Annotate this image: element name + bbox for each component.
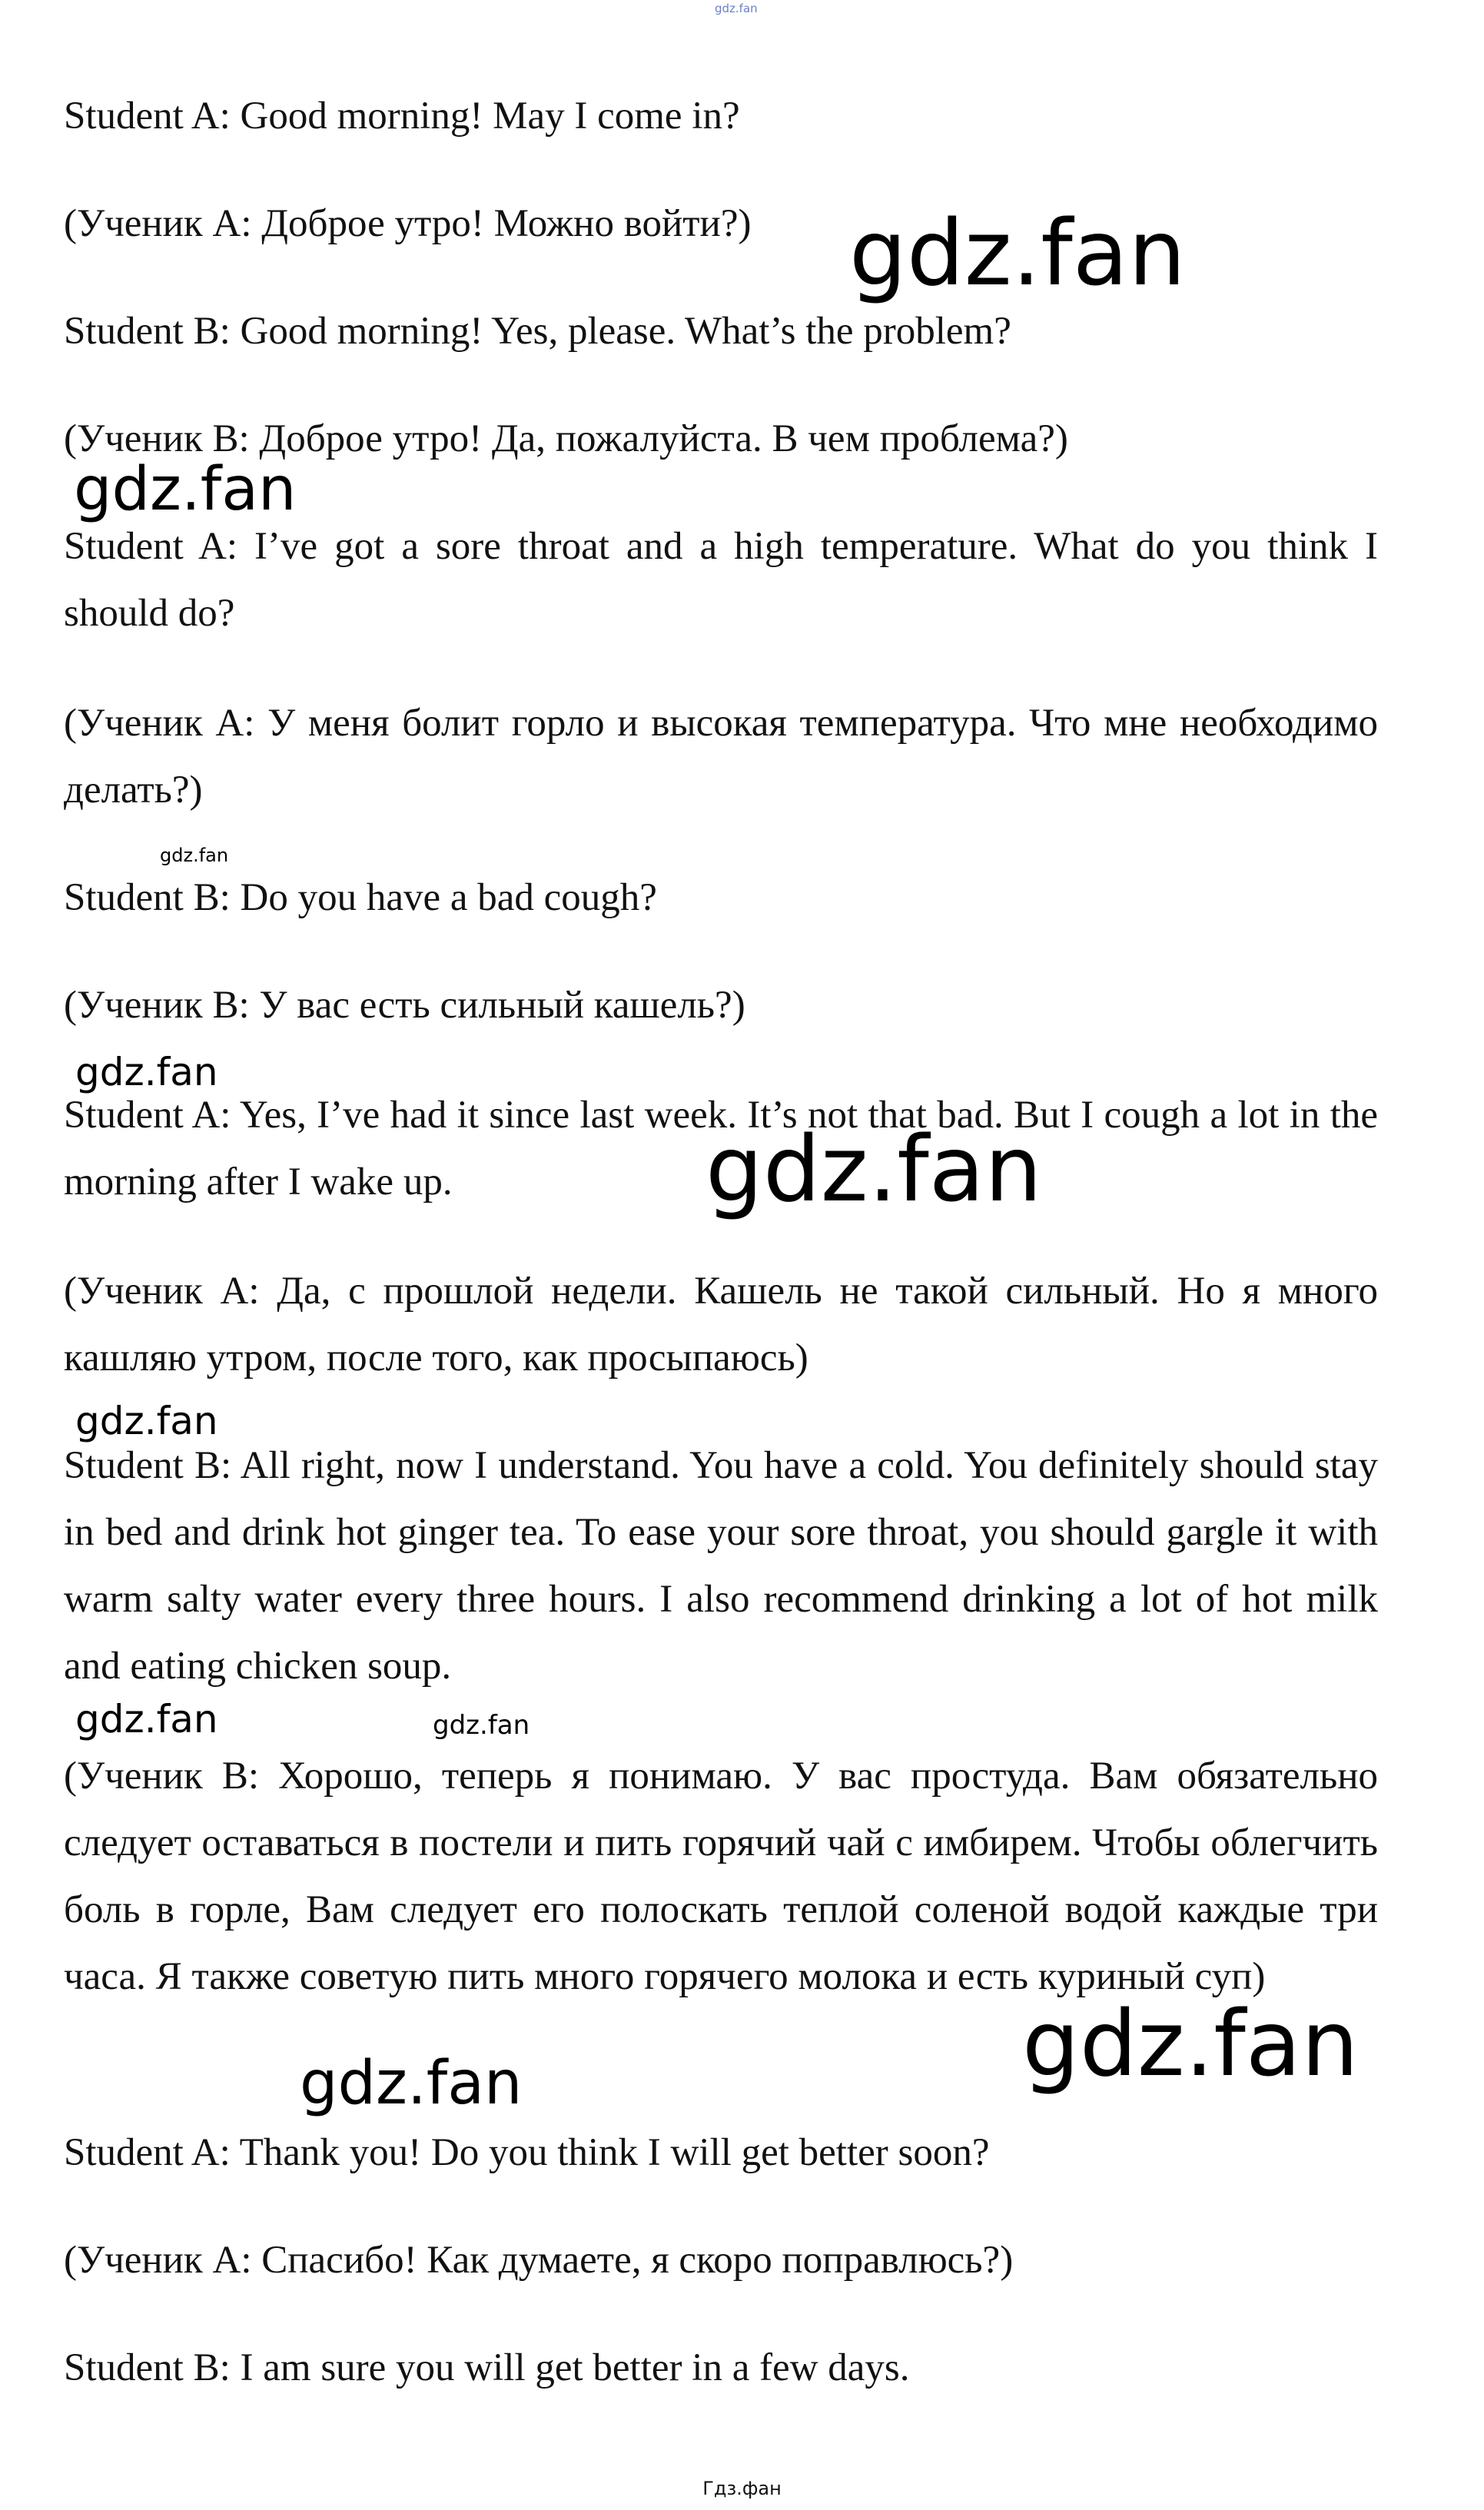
dialogue-line-student-a: Student A: I’ve got a sore throat and a high temperature. What do you think I should do? (64, 525, 1378, 635)
header-watermark: gdz.fan (715, 2, 758, 15)
dialogue-translation: (Ученик A: Спасибо! Как думаете, я скоро поправлюсь?) (64, 2239, 1014, 2282)
dialogue-translation: (Ученик B: Доброе утро! Да, пожалуйста. В чем проблема?) (64, 417, 1068, 460)
watermark: gdz.fan (849, 200, 1186, 306)
watermark: gdz.fan (75, 1399, 218, 1443)
watermark: gdz.fan (433, 1710, 530, 1741)
dialogue-line-student-b: Student B: Good morning! Yes, please. What’s the problem? (64, 310, 1011, 353)
dialogue-line-student-a: Student A: Thank you! Do you think I will get better soon? (64, 2131, 990, 2174)
dialogue-translation: (Ученик A: Доброе утро! Можно войти?) (64, 202, 752, 245)
watermark: gdz.fan (160, 845, 229, 866)
dialogue-line-student-b: Student B: Do you have a bad cough? (64, 876, 657, 919)
dialogue-translation: (Ученик A: У меня болит горло и высокая температура. Что мне необходимо делать?) (64, 702, 1378, 812)
dialogue-line-student-b: Student B: All right, now I understand. You have a cold. You definitely should stay in bed and drink hot ginger tea. To ease your sore throat, you should gargle it with warm salty water every three hours. I also recommend drinking a lot of hot milk and eating chicken soup. (64, 1444, 1378, 1688)
watermark: gdz.fan (75, 1050, 218, 1094)
watermark: gdz.fan (74, 455, 297, 524)
dialogue-line-student-b: Student B: I am sure you will get better in a few days. (64, 2346, 910, 2389)
watermark: gdz.fan (75, 1697, 218, 1741)
dialogue-translation: (Ученик B: У вас есть сильный кашель?) (64, 984, 745, 1027)
watermark: gdz.fan (1022, 1990, 1359, 2097)
dialogue-translation: (Ученик B: Хорошо, теперь я понимаю. У вас простуда. Вам обязательно следует оставаться в постели и пить горячий чай с имбирем. Чтобы облегчить боль в горле, Вам следует его полоскать теплой соленой водой каждые три часа. Я также советую пить много горячего молока и есть куриный суп) (64, 1755, 1378, 1998)
watermark: gdz.fan (300, 2049, 523, 2118)
dialogue-line-student-a: Student A: Yes, I’ve had it since last week. It’s not that bad. But I cough a lot in the morning after I wake up. (64, 1094, 1378, 1204)
watermark: gdz.fan (705, 1116, 1042, 1222)
footer-site-name: Гдз.фан (702, 2478, 782, 2499)
dialogue-translation: (Ученик A: Да, с прошлой недели. Кашель не такой сильный. Но я много кашляю утром, после того, как просыпаюсь) (64, 1270, 1378, 1380)
dialogue-line-student-a: Student A: Good morning! May I come in? (64, 95, 740, 138)
